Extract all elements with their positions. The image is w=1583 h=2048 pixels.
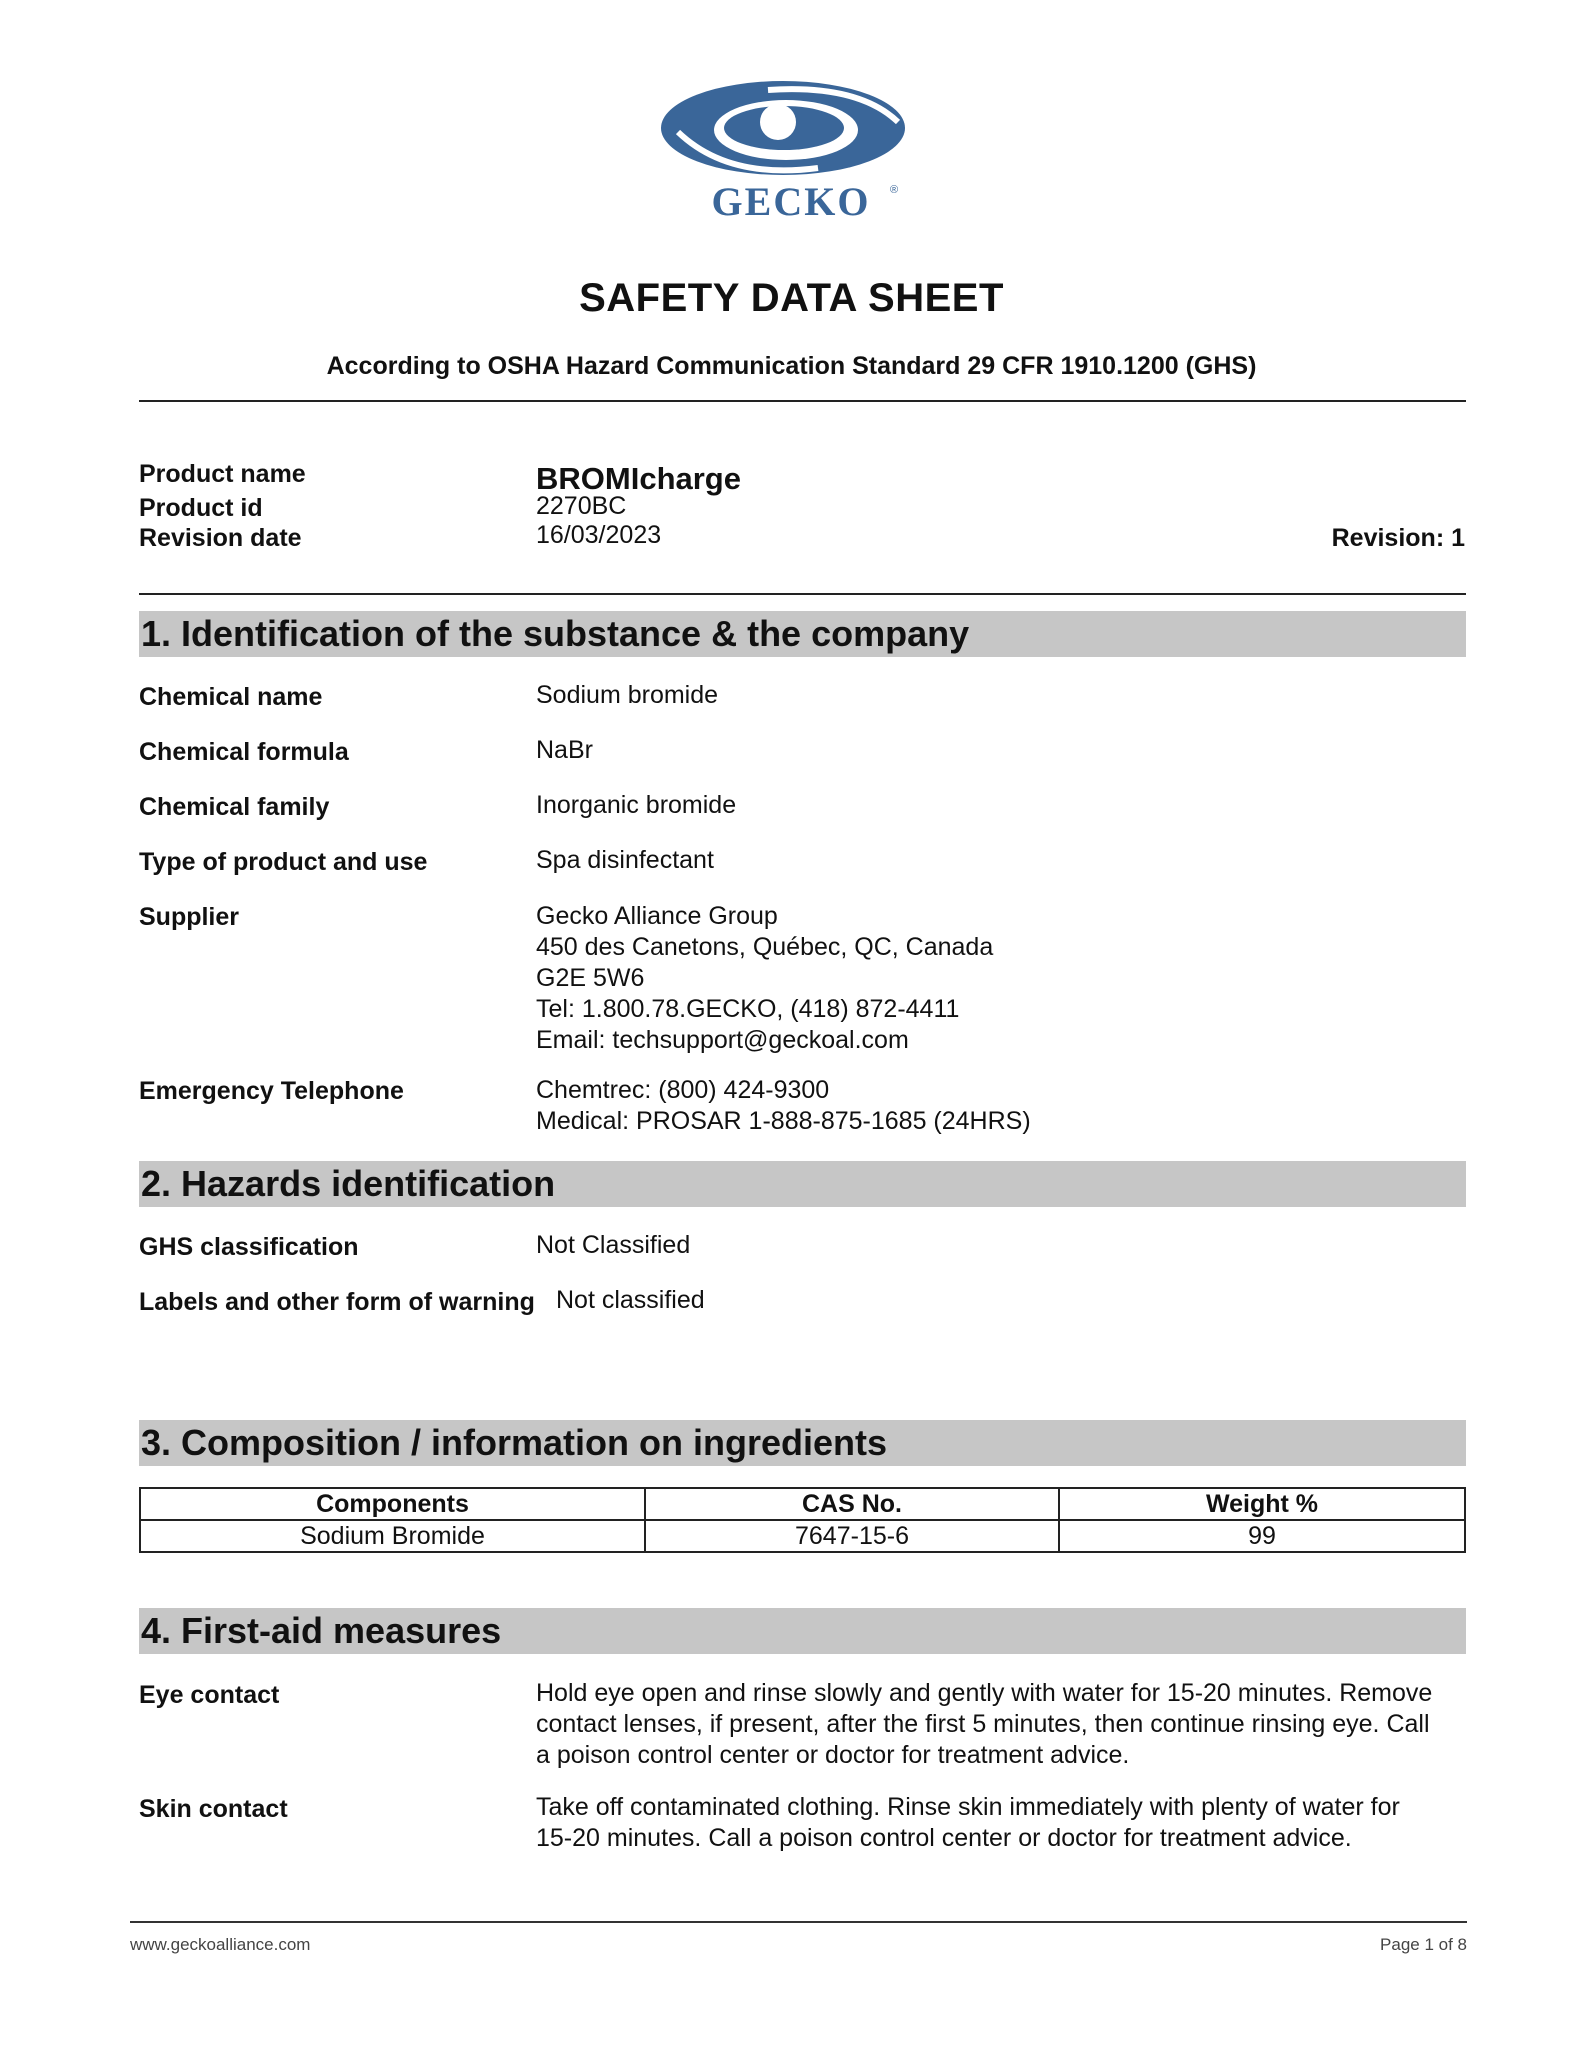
column-header: CAS No. — [645, 1488, 1059, 1520]
composition-table — [139, 1487, 1466, 1553]
chemical-family-label: Chemical family — [139, 793, 330, 821]
table-row — [140, 1520, 1465, 1552]
section-1-title: 1. Identification of the substance & the company — [141, 613, 970, 654]
table-header-row — [140, 1488, 1465, 1520]
table-cell: 7647-15-6 — [645, 1520, 1059, 1552]
registered-mark: ® — [890, 184, 899, 196]
chemical-family-value: Inorganic bromide — [536, 791, 737, 819]
section-2-title: 2. Hazards identification — [141, 1163, 556, 1204]
section-3-header — [139, 1420, 1466, 1466]
product-type-label: Type of product and use — [139, 848, 428, 876]
labels-warning-value: Not classified — [556, 1286, 705, 1314]
product-name-label: Product name — [139, 460, 306, 488]
footer-website[interactable]: www.geckoalliance.com — [130, 1935, 311, 1954]
revision-date-value: 16/03/2023 — [536, 521, 662, 549]
emergency-line: Chemtrec: (800) 424-9300 — [536, 1076, 830, 1104]
product-id-label: Product id — [139, 494, 263, 522]
supplier-email[interactable]: Email: techsupport@geckoal.com — [536, 1026, 909, 1054]
chemical-formula-value: NaBr — [536, 736, 593, 764]
section-4-title: 4. First-aid measures — [141, 1610, 502, 1651]
eye-contact-text — [536, 1678, 1432, 1771]
column-header: Weight % — [1059, 1488, 1465, 1520]
eye-contact-label: Eye contact — [139, 1681, 280, 1709]
column-header: Components — [140, 1488, 645, 1520]
skin-contact-text — [536, 1792, 1400, 1854]
revision-number: Revision: 1 — [1331, 524, 1465, 552]
footer-divider — [130, 1921, 1467, 1923]
chemical-formula-label: Chemical formula — [139, 738, 349, 766]
section-2-header — [139, 1161, 1466, 1207]
supplier-label: Supplier — [139, 903, 240, 931]
section-1-header — [139, 611, 1466, 657]
page-subtitle: According to OSHA Hazard Communication Standard 29 CFR 1910.1200 (GHS) — [326, 352, 1257, 380]
labels-warning-label: Labels and other form of warning — [139, 1288, 535, 1316]
section-3-title: 3. Composition / information on ingredients — [141, 1422, 887, 1463]
supplier-line: Tel: 1.800.78.GECKO, (418) 872-4411 — [536, 995, 960, 1023]
eye-contact-line: a poison control center or doctor for treatment advice. — [536, 1741, 1130, 1769]
eye-contact-line: Hold eye open and rinse slowly and gently with water for 15-20 minutes. Remove — [536, 1679, 1433, 1707]
skin-contact-line: Take off contaminated clothing. Rinse skin immediately with plenty of water for — [536, 1793, 1400, 1821]
section-4-header — [139, 1608, 1466, 1654]
gecko-logo — [658, 72, 918, 232]
footer-page-number: Page 1 of 8 — [1380, 1935, 1467, 1954]
ghs-classification-label: GHS classification — [139, 1233, 359, 1261]
table-cell: 99 — [1059, 1520, 1465, 1552]
chemical-name-label: Chemical name — [139, 683, 323, 711]
supplier-line: Gecko Alliance Group — [536, 902, 778, 930]
skin-contact-label: Skin contact — [139, 1795, 288, 1823]
page-title: SAFETY DATA SHEET — [579, 276, 1004, 320]
supplier-address — [536, 901, 993, 1056]
emergency-telephone-values — [536, 1075, 1031, 1137]
table-cell: Sodium Bromide — [140, 1520, 645, 1552]
emergency-telephone-label: Emergency Telephone — [139, 1077, 404, 1105]
ghs-classification-value: Not Classified — [536, 1231, 691, 1259]
supplier-line: 450 des Canetons, Québec, QC, Canada — [536, 933, 994, 961]
logo-brand-text: GECKO — [711, 179, 871, 224]
product-name-value: BROMIcharge — [536, 461, 741, 496]
product-type-value: Spa disinfectant — [536, 846, 714, 874]
emergency-line: Medical: PROSAR 1-888-875-1685 (24HRS) — [536, 1107, 1031, 1135]
product-id-value: 2270BC — [536, 492, 627, 520]
chemical-name-value: Sodium bromide — [536, 681, 719, 709]
divider — [139, 593, 1466, 595]
skin-contact-line: 15-20 minutes. Call a poison control center or doctor for treatment advice. — [536, 1824, 1352, 1852]
supplier-line: G2E 5W6 — [536, 964, 645, 992]
revision-date-label: Revision date — [139, 524, 302, 552]
eye-contact-line: contact lenses, if present, after the first 5 minutes, then continue rinsing eye. Call — [536, 1710, 1430, 1738]
divider — [139, 400, 1466, 402]
